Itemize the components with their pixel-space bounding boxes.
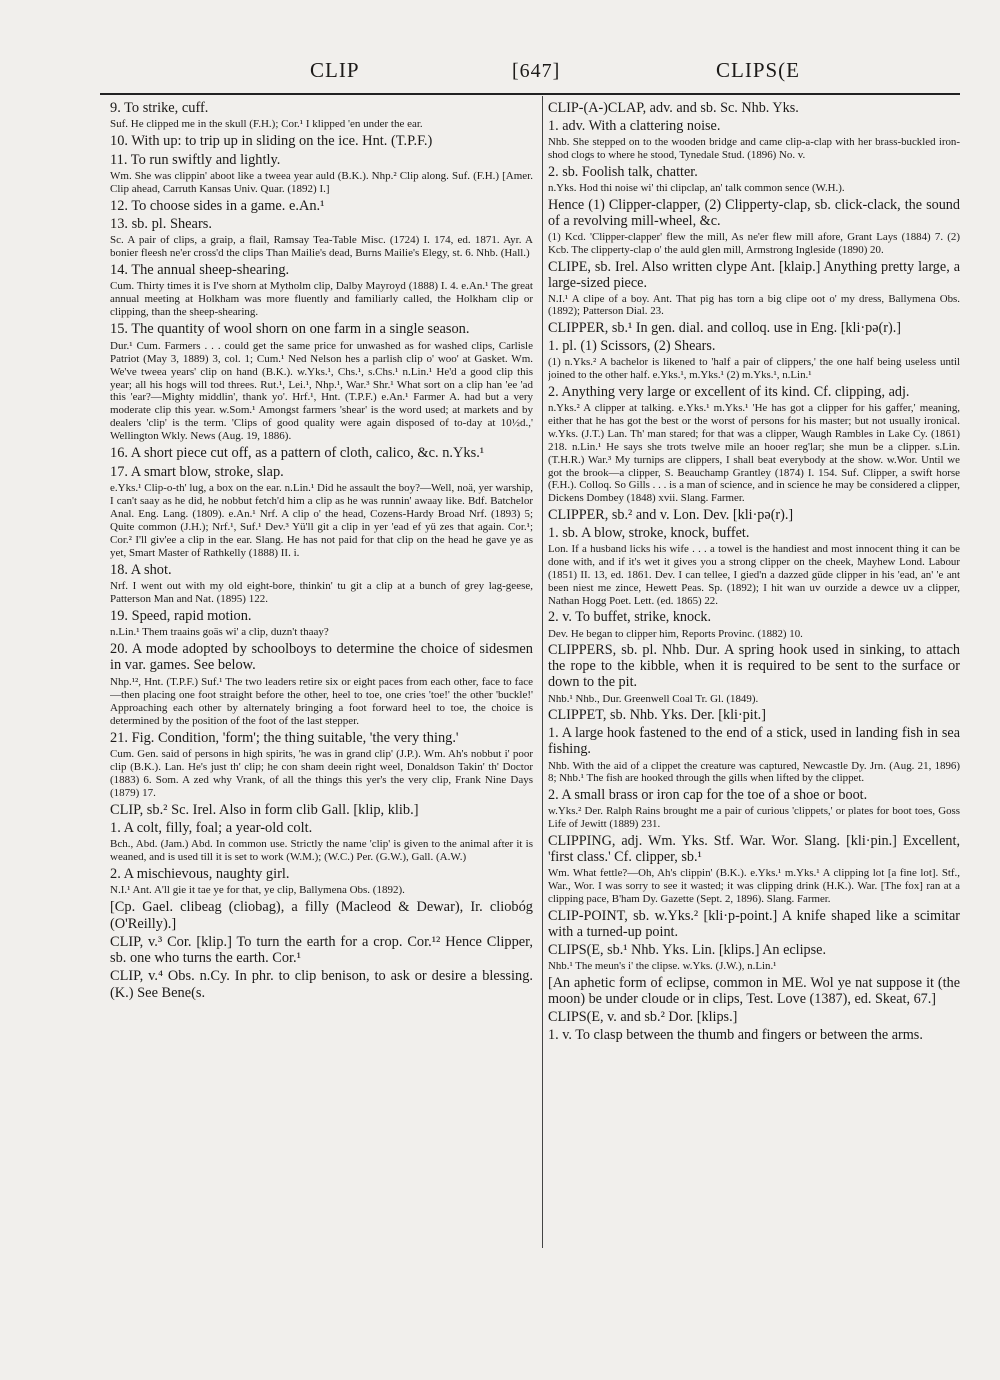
dictionary-entry-paragraph: n.Lin.¹ Them traains goäs wi' a clip, duzn't thaay? <box>110 626 329 639</box>
dictionary-entry-paragraph: 1. adv. With a clattering noise. <box>548 118 721 135</box>
dictionary-entry-paragraph: CLIPS(E, v. and sb.² Dor. [klips.] <box>548 1008 738 1025</box>
dictionary-entry-paragraph: Nhp.¹², Hnt. (T.P.F.) Suf.¹ The two leaders retire six or eight paces from each other, face to face—then placing one foot straight before the other, heel to toe, one cries 'toe!' the other 'buckle!' Approaching each other by alternately bringing a foot forward heel to toe, the choice is determined by the position of the foot of the last stepper. <box>110 675 533 727</box>
dictionary-entry-paragraph: 20. A mode adopted by schoolboys to determine the choice of sidesmen in var. games. See below. <box>110 641 533 674</box>
dictionary-entry-paragraph: 1. A large hook fastened to the end of a stick, used in landing fish in sea fishing. <box>548 725 960 758</box>
dictionary-entry-paragraph: 16. A short piece cut off, as a pattern of cloth, calico, &c. n.Yks.¹ <box>110 445 485 462</box>
dictionary-entry-paragraph: 1. sb. A blow, stroke, knock, buffet. <box>548 525 750 542</box>
left-column <box>110 100 533 1355</box>
dictionary-entry-paragraph: 18. A shot. <box>110 561 172 578</box>
dictionary-entry-paragraph: Nhb. She stepped on to the wooden bridge and came clip-a-clap with her brass-buckled iron-shod clogs to where he stood, Tynedale Stud. (1896) No. v. <box>548 136 960 161</box>
dictionary-entry-paragraph: Nrf. I went out with my old eight-bore, thinkin' tu git a clip at a bunch of grey lag-geese, Patterson Man and Nat. (1895) 122. <box>110 579 533 605</box>
dictionary-entry-paragraph: Dur.¹ Cum. Farmers . . . could get the same price for unwashed as for washed clips, Carlisle Patriot (May 3, 1889) 3, col. 1; Cum.¹ Ned Nelson hes a parlish clip o' woo' at Gasket. Wm. We've tweea years' clip on hand (B.K.). w.Yks.¹, Chs.¹, s.Chs.¹ n.Lin.¹ He'd a good clip this year; all his hogs will tod threes. Rut.¹, Lei.¹, Nhp.¹, War.³ Shr.¹ What sort on a clip han 'ee 'ad this 'ear?—Mighty middlin', thank yo'. Hrf.¹, Hnt. (T.P.F.) e.An.¹ Farmer A. had but a very moderate clip this year. w.Som.¹ Amongst farmers 'shear' is the word used; at markets and by dealers 'clip' is the term. 'Clips of good quality were again disposed of to-day at 10½d.,' Wellington Wkly. News (Aug. 19, 1886). <box>110 339 533 443</box>
dictionary-entry-paragraph: CLIPPET, sb. Nhb. Yks. Der. [kli·pit.] <box>548 707 766 724</box>
right-headword: CLIPS(E <box>716 58 801 82</box>
dictionary-entry-paragraph: Hence (1) Clipper-clapper, (2) Clipperty-clap, sb. click-clack, the sound of a revolving mill-wheel, &c. <box>548 196 960 229</box>
left-headword: CLIP <box>310 58 360 82</box>
page-header <box>100 58 960 88</box>
header-rule <box>100 93 960 95</box>
dictionary-entry-paragraph: (1) Kcd. 'Clipper-clapper' flew the mill, As ne'er flew mill afore, Grant Lays (1884) 7. (2) Kcb. The clipperty-clap o' the auld glen mill, Armstrong Ingleside (1890) 20. <box>548 230 960 256</box>
dictionary-entry-paragraph: Nhb. With the aid of a clippet the creature was captured, Newcastle Dy. Jrn. (Aug. 21, 1896) 8; Nhb.¹ The fish are hooked through the gills when lifted by the clippet. <box>548 759 960 785</box>
dictionary-entry-paragraph: Sc. A pair of clips, a graip, a flail, Ramsay Tea-Table Misc. (1724) I. 174, ed. 1871. Ayr. A bonier fleesh ne'er cross'd the clips Than Mailie's dead, Burns Mailie's Elegy, st. 6. Nhb. (Hall.) <box>110 234 533 260</box>
dictionary-entry-paragraph: CLIPPER, sb.² and v. Lon. Dev. [kli·pə(r).] <box>548 507 794 524</box>
dictionary-entry-paragraph: CLIPPERS, sb. pl. Nhb. Dur. A spring hook used in sinking, to attach the rope to the kibble, when it is required to be sent to the surface or down to the pit. <box>548 642 960 691</box>
dictionary-entry-paragraph: CLIPS(E, sb.¹ Nhb. Yks. Lin. [klips.] An eclipse. <box>548 941 827 958</box>
dictionary-entry-paragraph: N.I.¹ A clipe of a boy. Ant. That pig has torn a big clipe oot o' my dress, Ballymena Obs. (1892); Patterson Dial. 23. <box>548 292 960 318</box>
dictionary-entry-paragraph: [Cp. Gael. clibeag (cliobag), a filly (Macleod & Dewar), Ir. cliobóg (O'Reilly).] <box>110 899 533 932</box>
dictionary-entry-paragraph: Dev. He began to clipper him, Reports Provinc. (1882) 10. <box>548 627 803 640</box>
dictionary-entry-paragraph: Cum. Thirty times it is I've shorn at Mytholm clip, Dalby Mayroyd (1888) I. 4. e.An.¹ The great annual meeting at Holkham was more fluently and familiarly called, the Holkham clip or clipping, than the sheep-shearing. <box>110 280 533 319</box>
dictionary-entry-paragraph: Bch., Abd. (Jam.) Abd. In common use. Strictly the name 'clip' is given to the animal after it is weaned, and is used till it is set to work (W.M.); (W.C.) Per. (G.W.), Gall. (A.W.) <box>110 838 533 864</box>
dictionary-entry-paragraph: CLIPE, sb. Irel. Also written clype Ant. [klaip.] Anything pretty large, a large-sized piece. <box>548 258 960 291</box>
dictionary-entry-paragraph: 2. A mischievous, naughty girl. <box>110 866 290 883</box>
dictionary-entry-paragraph: CLIP, v.³ Cor. [klip.] To turn the earth for a crop. Cor.¹² Hence Clipper, sb. one who turns the earth. Cor.¹ <box>110 933 533 967</box>
dictionary-entry-paragraph: Nhb.¹ The meun's i' the clipse. w.Yks. (J.W.), n.Lin.¹ <box>548 959 777 972</box>
dictionary-entry-paragraph: Cum. Gen. said of persons in high spirits, 'he was in grand clip' (J.P.). Wm. Ah's nobbut i' poor clip (B.K.). Lan. He's just th' clip; he con sham deein right weel, Donaldson Takin' th' Doctor (1883) 6. Som. A zed why Vrank, of all the things this yer's the very clip, Frank Nine Days (1879) 17. <box>110 747 533 799</box>
dictionary-entry-paragraph: Suf. He clipped me in the skull (F.H.); Cor.¹ I klipped 'en under the ear. <box>110 118 423 131</box>
dictionary-entry-paragraph: 11. To run swiftly and lightly. <box>110 151 281 168</box>
dictionary-entry-paragraph: Lon. If a husband licks his wife . . . a towel is the handiest and most innocent thing it can be done with, and if it's wet it gives you a strong clipper on the cheek, Mayhew Lond. Labour (1851) II. 13, ed. 1861. Dev. I can tellee, I gied'n a dazzed güde clipper in his 'ead, an' 'e ant been niest me zince, Hewett Peas. Sp. (1892); I hit wan uv ourzide a dewce uv a clipper, Nathan Hogg Poet. Lett. (ed. 1865) 22. <box>548 543 960 607</box>
dictionary-entry-paragraph: CLIP-POINT, sb. w.Yks.² [kli·p-point.] A knife shaped like a scimitar with a turned-up point. <box>548 907 960 940</box>
dictionary-entry-paragraph: w.Yks.² Der. Ralph Rains brought me a pair of curious 'clippets,' or plates for boot toes, Goss Life of Jewitt (1889) 231. <box>548 805 960 831</box>
dictionary-entry-paragraph: 14. The annual sheep-shearing. <box>110 262 290 279</box>
dictionary-entry-paragraph: 9. To strike, cuff. <box>110 100 209 116</box>
dictionary-entry-paragraph: (1) n.Yks.² A bachelor is likened to 'half a pair of clippers,' the one half being useless until joined to the other half. e.Yks.¹, m.Yks.¹ (2) m.Yks.¹, n.Lin.¹ <box>548 356 960 382</box>
dictionary-entry-paragraph: Wm. What fettle?—Oh, Ah's clippin' (B.K.). e.Yks.¹ m.Yks.¹ A clipping lot [a fine lot]. Stf., War., Wor. I was sorry to see it wasted; it was clipping drink (H.K.). War. [The fox] ran at a clipping pace, B'ham Dy. Gazette (Sept. 2, 1896). Slang. Farmer. <box>548 867 960 905</box>
dictionary-entry-paragraph: 1. pl. (1) Scissors, (2) Shears. <box>548 338 716 355</box>
dictionary-entry-paragraph: 2. sb. Foolish talk, chatter. <box>548 163 698 180</box>
dictionary-entry-paragraph: 1. A colt, filly, foal; a year-old colt. <box>110 819 313 836</box>
dictionary-entry-paragraph: Nhb.¹ Nhb., Dur. Greenwell Coal Tr. Gl. (1849). <box>548 692 759 705</box>
dictionary-entry-paragraph: [An aphetic form of eclipse, common in ME. Wol ye nat suppose it (the moon) be under cloude or in clips, Test. Love (1387), ed. Skeat, 67.] <box>548 974 960 1007</box>
page-number: [647] <box>512 60 561 82</box>
column-divider <box>542 96 543 1248</box>
dictionary-entry-paragraph: 1. v. To clasp between the thumb and fingers or between the arms. <box>548 1026 923 1043</box>
dictionary-entry-paragraph: 10. With up: to trip up in sliding on the ice. Hnt. (T.P.F.) <box>110 133 433 150</box>
dictionary-entry-paragraph: 21. Fig. Condition, 'form'; the thing suitable, 'the very thing.' <box>110 729 459 746</box>
dictionary-entry-paragraph: Wm. She was clippin' aboot like a tweea year auld (B.K.). Nhp.² Clip along. Suf. (F.H.) [Amer. Clip ahead, Carruth Kansas Univ. Quar. (1892) I.] <box>110 169 533 195</box>
dictionary-entry-paragraph: 2. Anything very large or excellent of its kind. Cf. clipping, adj. <box>548 384 910 401</box>
dictionary-entry-paragraph: 15. The quantity of wool shorn on one farm in a single season. <box>110 321 470 338</box>
dictionary-entry-paragraph: N.I.¹ Ant. A'll gie it tae ye for that, ye clip, Ballymena Obs. (1892). <box>110 884 405 897</box>
dictionary-entry-paragraph: CLIPPING, adj. Wm. Yks. Stf. War. Wor. Slang. [kli·pin.] Excellent, 'first class.' Cf. clipper, sb.¹ <box>548 833 960 866</box>
dictionary-entry-paragraph: 2. A small brass or iron cap for the toe of a shoe or boot. <box>548 787 868 804</box>
dictionary-entry-paragraph: 13. sb. pl. Shears. <box>110 215 212 232</box>
dictionary-entry-paragraph: 2. v. To buffet, strike, knock. <box>548 609 712 626</box>
dictionary-entry-paragraph: CLIP-(A-)CLAP, adv. and sb. Sc. Nhb. Yks. <box>548 100 799 116</box>
right-column <box>548 100 960 1355</box>
dictionary-entry-paragraph: CLIPPER, sb.¹ In gen. dial. and colloq. use in Eng. [kli·pə(r).] <box>548 320 901 337</box>
dictionary-entry-paragraph: n.Yks. Hod thi noise wi' thi clipclap, an' talk common sence (W.H.). <box>548 181 845 194</box>
dictionary-entry-paragraph: 17. A smart blow, stroke, slap. <box>110 463 284 480</box>
dictionary-entry-paragraph: n.Yks.² A clipper at talking. e.Yks.¹ m.Yks.¹ 'He has got a clipper for his gaffer,' meaning, either that he has got the best or the worst of persons for his master; but not usually ironical. w.Yks. (J.T.) Lan. Th' man stared; for that was a clipper, Waugh Rambles in Lake Cy. (1861) 218. n.Lin.¹ He says she trots twelve mile an hooer reg'lar; she mun be a clipper. s.Lin. (T.H.R.) War.³ My turnips are clippers, I shall beat everybody at the show. w.Wor. Until we got the brook—a clipper, S. Beauchamp Grantley (1874) I. 154. Suf. Clipper, a swift horse (F.H.). Colloq. So Gills . . . is a man of science, and in science he may be considered a clipper, Dickens Dombey (1848) xvii. Slang. Farmer. <box>548 402 960 505</box>
dictionary-entry-paragraph: CLIP, v.⁴ Obs. n.Cy. In phr. to clip benison, to ask or desire a blessing. (K.) See Bene(s. <box>110 968 533 1001</box>
dictionary-entry-paragraph: 19. Speed, rapid motion. <box>110 607 252 624</box>
dictionary-entry-paragraph: CLIP, sb.² Sc. Irel. Also in form clib Gall. [klip, klib.] <box>110 801 419 818</box>
dictionary-entry-paragraph: e.Yks.¹ Clip-o-th' lug, a box on the ear. n.Lin.¹ Did he assault the boy?—Well, noä, yer warship, I can't saay as he did, he nobbut fetch'd him a clip as he was runnin' awaay like. Bdf. Batchelor Anal. Eng. Lang. (1809). e.An.¹ Nrf. A clip o' the head, Cozens-Hardy Broad Nrf. (1893) 5; Quite common (J.H.); Nrf.¹, Suf.¹ Dev.³ Yü'll git a clip in yer 'ead ef yü zes that again. Cor.¹; Cor.² I'll giv'ee a clip in the ear. Slang. He has not paid for that clip on the head he gave ye as yet, Smart Master of Rathkelly (1888) II. i. <box>110 481 533 559</box>
dictionary-entry-paragraph: 12. To choose sides in a game. e.An.¹ <box>110 197 325 214</box>
